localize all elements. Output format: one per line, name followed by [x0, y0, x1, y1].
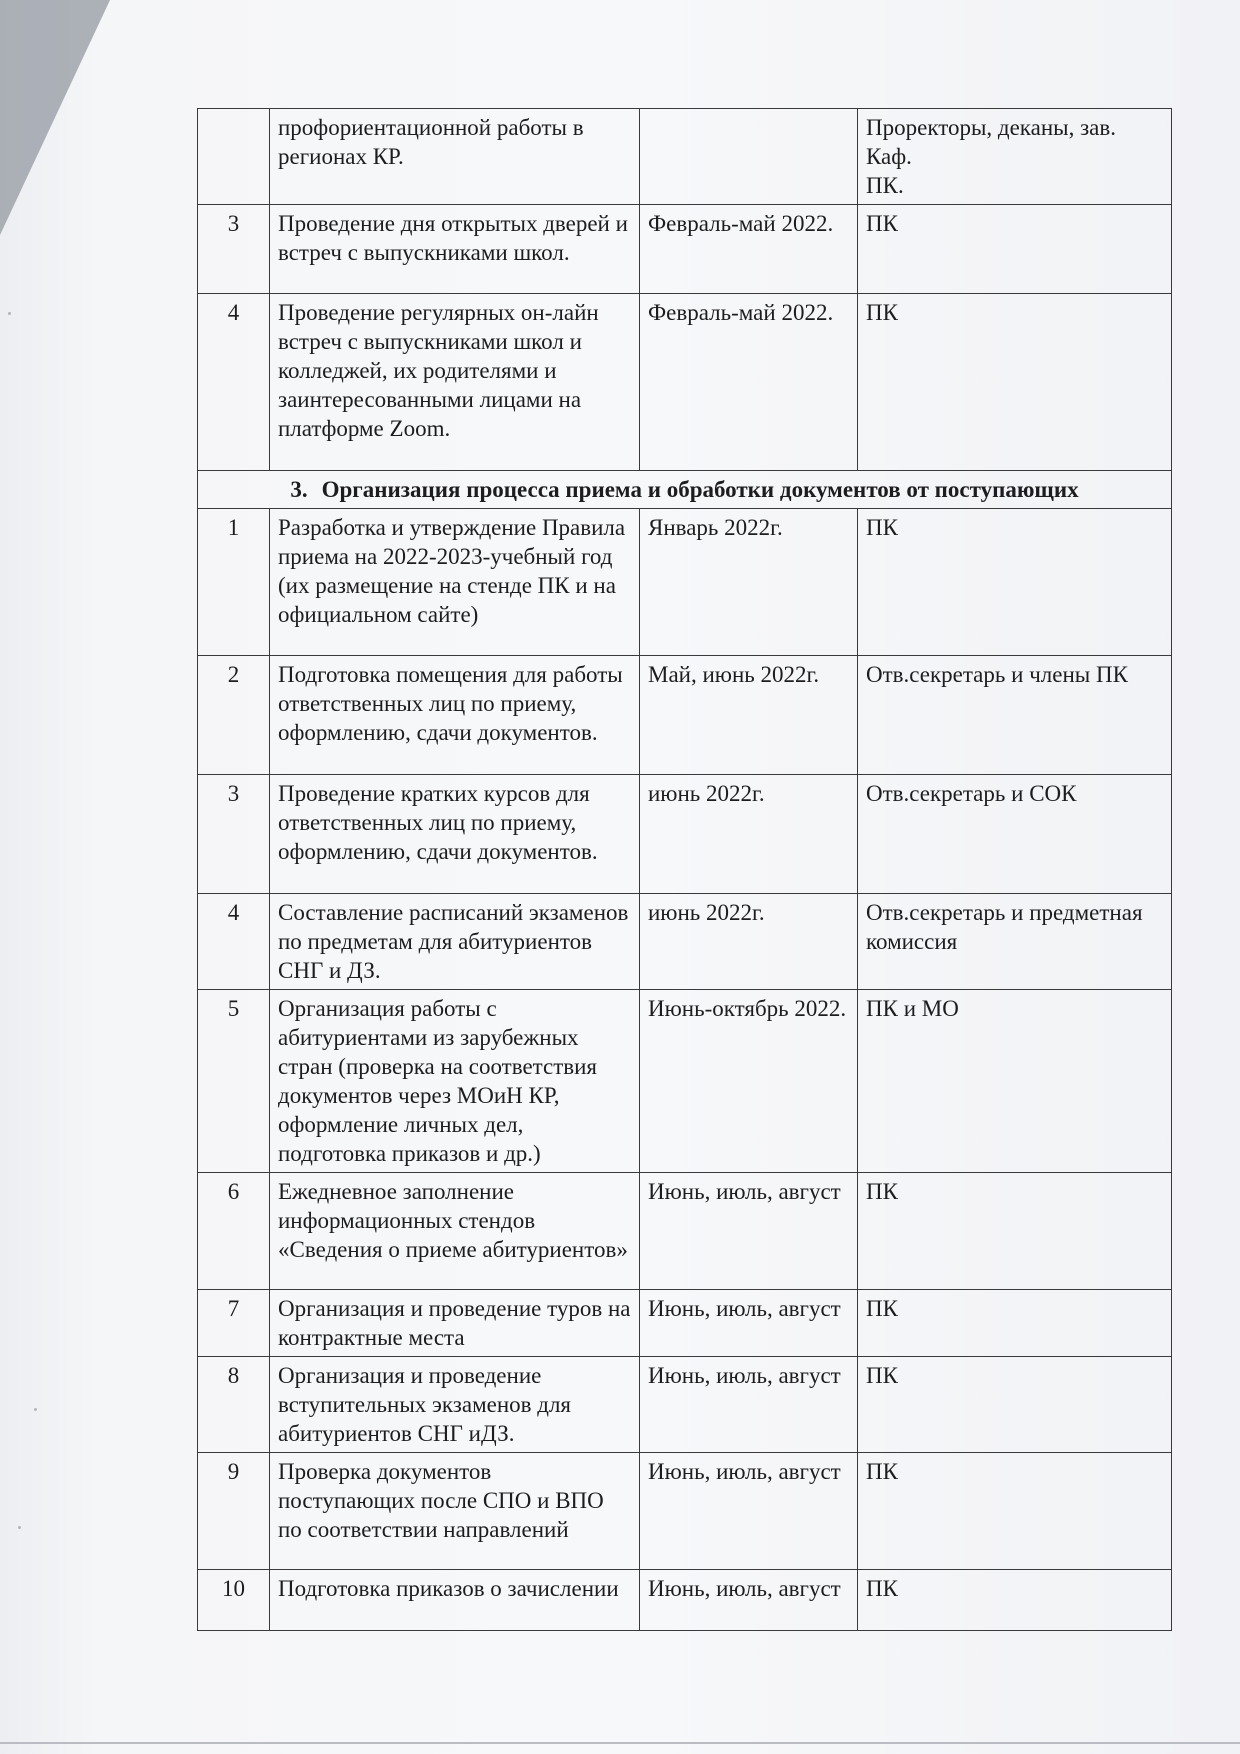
row-number: 10: [198, 1570, 270, 1631]
table-row: [198, 109, 1172, 205]
responsible-cell: ПК и МО: [858, 990, 1172, 1173]
period-cell: Январь 2022г.: [640, 509, 858, 656]
table-row: [198, 1357, 1172, 1453]
responsible-cell: ПК: [858, 1453, 1172, 1570]
period-cell: [640, 109, 858, 205]
responsible-cell: ПК: [858, 1173, 1172, 1290]
activity-cell: профориентационной работы в регионах КР.: [270, 109, 640, 205]
table-row: [198, 1290, 1172, 1357]
table-row: [198, 656, 1172, 775]
responsible-cell: Отв.секретарь и предметная комиссия: [858, 894, 1172, 990]
activity-cell: Ежедневное заполнение информационных стендов «Сведения о приеме абитуриентов»: [270, 1173, 640, 1290]
activity-cell: Составление расписаний экзаменов по предметам для абитуриентов СНГ и ДЗ.: [270, 894, 640, 990]
table-row: [198, 1173, 1172, 1290]
scan-edge-line: [0, 1742, 1240, 1744]
period-cell: Июнь, июль, август: [640, 1570, 858, 1631]
section-title: Организация процесса приема и обработки документов от поступающих: [321, 477, 1079, 502]
responsible-cell: ПК: [858, 1570, 1172, 1631]
responsible-line: Проректоры, деканы, зав. Каф.: [866, 115, 1117, 169]
activity-cell: Подготовка приказов о зачислении: [270, 1570, 640, 1631]
row-number: 3: [198, 775, 270, 894]
scan-speck: [18, 1526, 21, 1529]
activity-cell: Организация работы с абитуриентами из зарубежных стран (проверка на соответствия документов через МОиН КР, оформление личных дел, подготовка приказов и др.): [270, 990, 640, 1173]
period-cell: Июнь-октябрь 2022.: [640, 990, 858, 1173]
responsible-cell: Отв.секретарь и СОК: [858, 775, 1172, 894]
activity-cell: Проверка документов поступающих после СПО и ВПО по соответствии направлений: [270, 1453, 640, 1570]
period-cell: июнь 2022г.: [640, 775, 858, 894]
scan-speck: [8, 312, 11, 315]
row-number: 9: [198, 1453, 270, 1570]
period-cell: Май, июнь 2022г.: [640, 656, 858, 775]
activity-cell: Проведение регулярных он-лайн встреч с выпускниками школ и колледжей, их родителями и заинтересованными лицами на платформе Zoom.: [270, 294, 640, 471]
activity-cell: Организация и проведение вступительных экзаменов для абитуриентов СНГ иДЗ.: [270, 1357, 640, 1453]
responsible-cell: ПК: [858, 1357, 1172, 1453]
period-cell: Июнь, июль, август: [640, 1173, 858, 1290]
table-row: [198, 205, 1172, 294]
period-cell: Февраль-май 2022.: [640, 205, 858, 294]
row-number: 1: [198, 509, 270, 656]
scan-fold-shadow: [0, 0, 110, 235]
scan-speck: [34, 1408, 37, 1411]
row-number: 7: [198, 1290, 270, 1357]
responsible-cell: [858, 109, 1172, 205]
row-number: 4: [198, 894, 270, 990]
section-heading: [198, 471, 1172, 509]
table-row: [198, 990, 1172, 1173]
table-row: [198, 1453, 1172, 1570]
period-cell: Февраль-май 2022.: [640, 294, 858, 471]
period-cell: Июнь, июль, август: [640, 1290, 858, 1357]
responsible-cell: ПК: [858, 294, 1172, 471]
activity-cell: Проведение кратких курсов для ответственных лиц по приему, оформлению, сдачи документов.: [270, 775, 640, 894]
period-cell: Июнь, июль, август: [640, 1357, 858, 1453]
activity-cell: Проведение дня открытых дверей и встреч с выпускниками школ.: [270, 205, 640, 294]
table-row: [198, 509, 1172, 656]
activity-cell: Организация и проведение туров на контрактные места: [270, 1290, 640, 1357]
table-row: [198, 775, 1172, 894]
row-number: 6: [198, 1173, 270, 1290]
period-cell: Июнь, июль, август: [640, 1453, 858, 1570]
row-number: 4: [198, 294, 270, 471]
section-number: 3.: [290, 477, 308, 502]
responsible-cell: ПК: [858, 205, 1172, 294]
row-number: 2: [198, 656, 270, 775]
table-row: [198, 294, 1172, 471]
row-number: 3: [198, 205, 270, 294]
table-row: [198, 1570, 1172, 1631]
activity-cell: Разработка и утверждение Правила приема на 2022-2023-учебный год (их размещение на стенде ПК и на официальном сайте): [270, 509, 640, 656]
responsible-cell: Отв.секретарь и члены ПК: [858, 656, 1172, 775]
table-row: [198, 894, 1172, 990]
period-cell: июнь 2022г.: [640, 894, 858, 990]
responsible-cell: ПК: [858, 1290, 1172, 1357]
row-number: 8: [198, 1357, 270, 1453]
responsible-line: ПК.: [866, 173, 904, 198]
row-number: [198, 109, 270, 205]
admission-plan-table: [197, 108, 1172, 1631]
responsible-cell: ПК: [858, 509, 1172, 656]
section-header-row: [198, 471, 1172, 509]
activity-cell: Подготовка помещения для работы ответственных лиц по приему, оформлению, сдачи документов.: [270, 656, 640, 775]
row-number: 5: [198, 990, 270, 1173]
